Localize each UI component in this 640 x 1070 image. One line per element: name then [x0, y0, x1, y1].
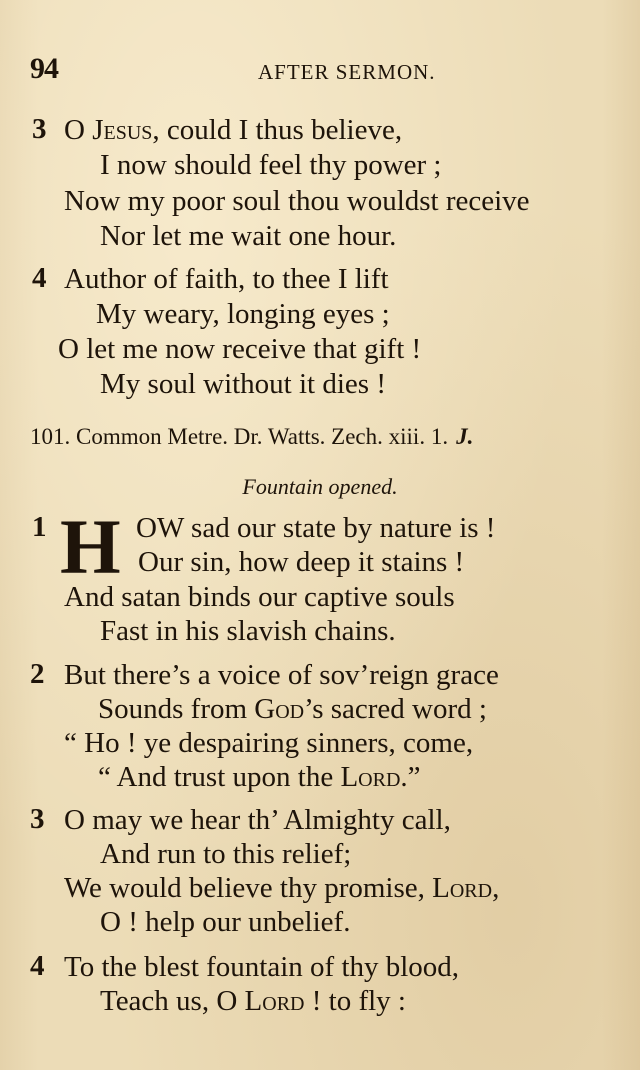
verse-line: Nor let me wait one hour.: [100, 220, 397, 252]
page-number: 94: [30, 52, 58, 85]
verse-line: [100, 984, 406, 1018]
hymn-tag: J.: [456, 424, 474, 449]
verse-number: 2: [30, 658, 45, 690]
verse-line: Our sin, how deep it stains !: [138, 546, 465, 578]
verse-line: [64, 871, 499, 905]
hymn-meta: 101. Common Metre. Dr. Watts. Zech. xiii. 1.: [30, 424, 449, 449]
text-run: “ And trust upon the: [98, 761, 341, 793]
hymn-subtitle: Fountain opened.: [242, 474, 398, 499]
small-caps-name: Lord: [340, 761, 401, 793]
verse-line: Now my poor soul thou wouldst receive: [64, 185, 530, 217]
text-run: Sounds from: [98, 693, 255, 725]
verse-number: 3: [30, 803, 45, 835]
verse-number: 1: [32, 511, 47, 543]
verse-line: “ Ho ! ye despairing sinners, come,: [64, 727, 474, 759]
verse-number: 4: [32, 262, 47, 294]
verse-line: Author of faith, to thee I lift: [64, 263, 389, 295]
verse-number: 3: [32, 113, 47, 145]
verse-line: O ! help our unbelief.: [100, 906, 351, 938]
verse-line: O let me now receive that gift !: [58, 333, 422, 365]
text-run: Teach us, O: [100, 985, 245, 1017]
verse-line: [64, 113, 402, 147]
verse-line: But there’s a voice of sov’reign grace: [64, 659, 499, 691]
text-run: O: [64, 114, 93, 146]
text-run: We would believe thy promise,: [64, 872, 433, 904]
drop-cap: H: [60, 503, 121, 590]
text-run: ,: [492, 872, 500, 904]
verse-line: And run to this relief;: [100, 838, 352, 870]
verse-line: To the blest fountain of thy blood,: [64, 951, 460, 983]
verse-line: I now should feel thy power ;: [100, 149, 442, 181]
verse-line: OW sad our state by nature is !: [136, 512, 496, 544]
verse-line: O may we hear th’ Almighty call,: [64, 804, 451, 836]
text-run: ! to fly :: [304, 985, 406, 1017]
small-caps-name: Lord: [244, 985, 305, 1017]
small-caps-name: God: [254, 693, 305, 725]
verse-number: 4: [30, 950, 45, 982]
running-head: AFTER SERMON.: [258, 60, 436, 84]
verse-line: My soul without it dies !: [100, 368, 386, 400]
small-caps-name: Lord: [432, 872, 493, 904]
text-run: ’s sacred word ;: [304, 693, 487, 725]
page-header: [30, 52, 620, 86]
verse-line: And satan binds our captive souls: [64, 581, 455, 613]
verse-line: Fast in his slavish chains.: [100, 615, 396, 647]
text-run: , could I thus believe,: [152, 114, 403, 146]
verse-line: [98, 692, 487, 726]
verse-line: [98, 760, 421, 794]
hymn-heading: [30, 424, 473, 450]
text-run: .”: [400, 761, 421, 793]
verse-line: My weary, longing eyes ;: [96, 298, 390, 330]
small-caps-name: Jesus: [92, 114, 153, 146]
